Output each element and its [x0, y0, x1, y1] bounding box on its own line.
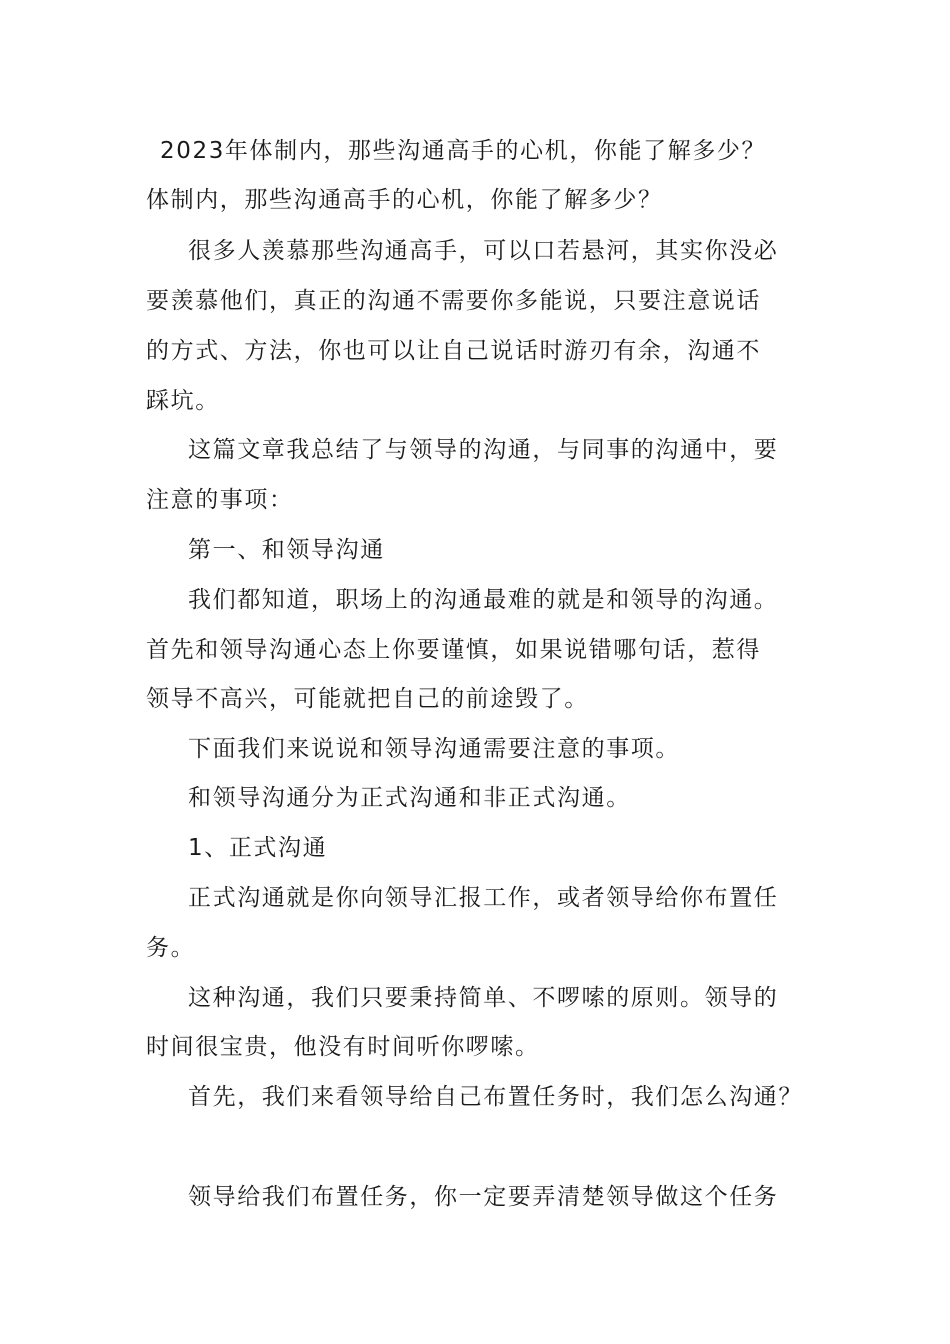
- paragraph-line: 很多人羡慕那些沟通高手，可以口若悬河，其实你没必: [188, 238, 779, 264]
- subsection-heading: 1、正式沟通: [188, 835, 328, 861]
- paragraph-line: 首先和领导沟通心态上你要谨慎，如果说错哪句话，惹得: [146, 637, 761, 663]
- paragraph-line: 时间很宝贵，他没有时间听你啰嗦。: [146, 1034, 540, 1060]
- paragraph-line: 和领导沟通分为正式沟通和非正式沟通。: [188, 785, 631, 811]
- paragraph-line: 务。: [146, 935, 196, 961]
- paragraph-line: 下面我们来说说和领导沟通需要注意的事项。: [188, 736, 680, 762]
- paragraph-line: 我们都知道，职场上的沟通最难的就是和领导的沟通。: [188, 587, 779, 613]
- paragraph-line: 注意的事项：: [146, 487, 294, 513]
- paragraph-line: 正式沟通就是你向领导汇报工作，或者领导给你布置任: [188, 885, 779, 911]
- document-title: 2023年体制内，那些沟通高手的心机，你能了解多少？: [160, 138, 767, 164]
- paragraph-line: 首先，我们来看领导给自己布置任务时，我们怎么沟通？: [188, 1084, 803, 1110]
- document-subtitle: 体制内，那些沟通高手的心机，你能了解多少？: [146, 187, 663, 213]
- paragraph-line: 这种沟通，我们只要秉持简单、不啰嗦的原则。领导的: [188, 985, 779, 1011]
- paragraph-line: 要羡慕他们，真正的沟通不需要你多能说，只要注意说话: [146, 288, 761, 314]
- paragraph-line: 这篇文章我总结了与领导的沟通，与同事的沟通中，要: [188, 437, 779, 463]
- paragraph-line: 领导给我们布置任务，你一定要弄清楚领导做这个任务: [188, 1184, 779, 1210]
- paragraph-line: 的方式、方法，你也可以让自己说话时游刃有余，沟通不: [146, 338, 761, 364]
- section-heading: 第一、和领导沟通: [188, 537, 385, 563]
- paragraph-line: 踩坑。: [146, 388, 220, 414]
- paragraph-line: 领导不高兴，可能就把自己的前途毁了。: [146, 686, 589, 712]
